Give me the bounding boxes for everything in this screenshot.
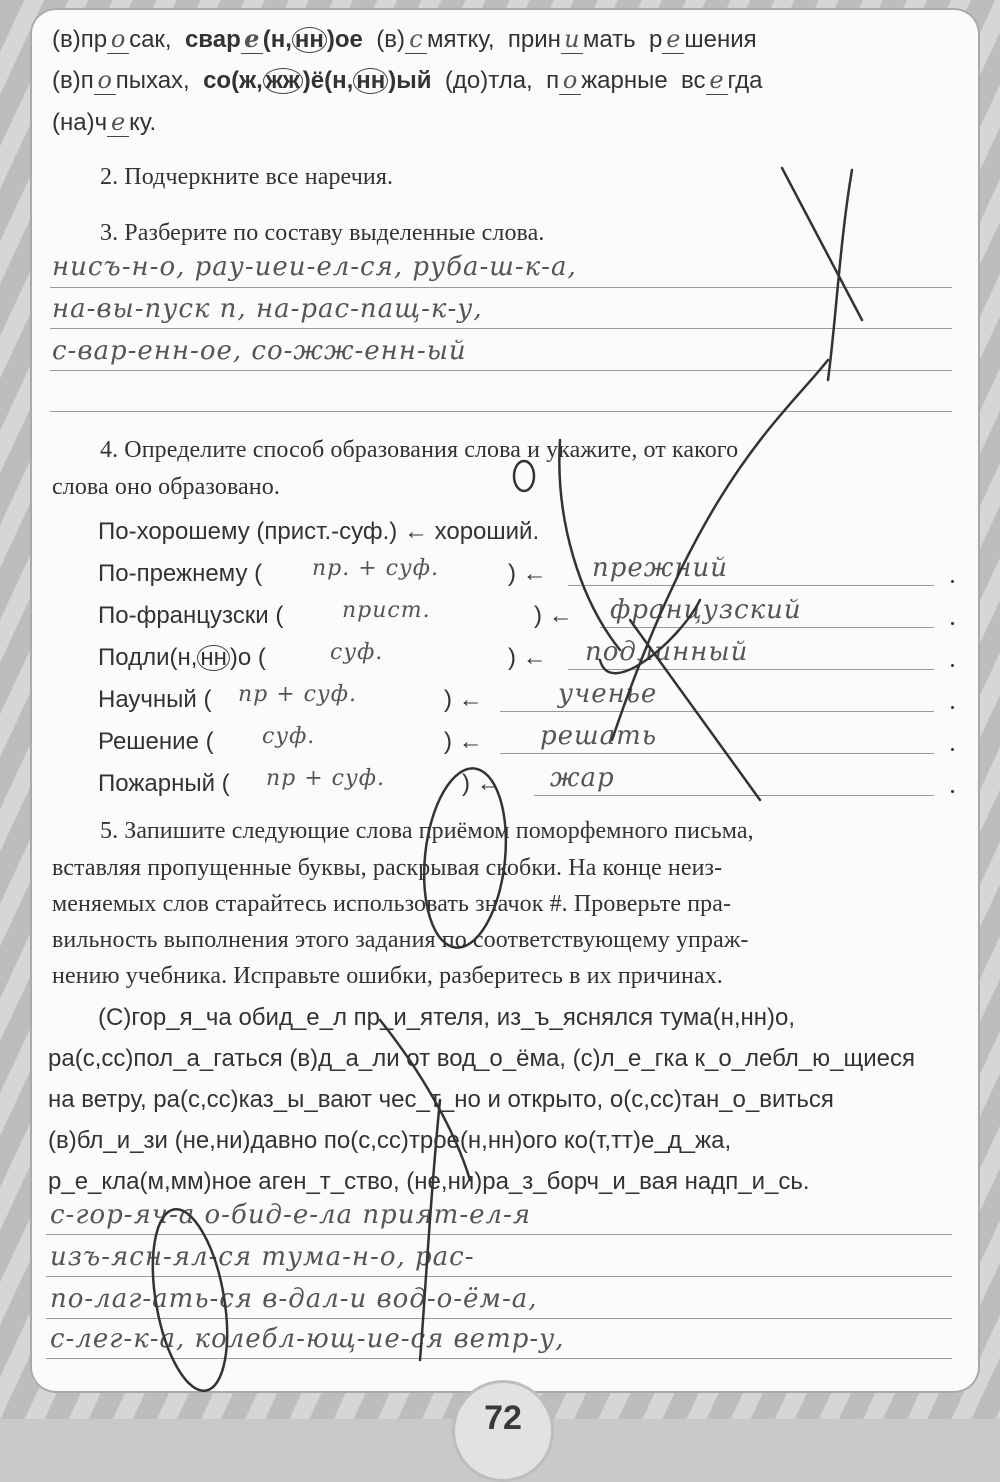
handwritten-method: прист. xyxy=(342,598,431,623)
handwritten-answer: нисъ-н-о, рау-иеи-ел-ся, руба-ш-к-а, xyxy=(52,252,577,282)
handwritten-source: прежний xyxy=(592,553,728,583)
exercise5-title-line: вильность выполнения этого задания по соответствующему упраж- xyxy=(52,927,749,953)
word: (до)тла, xyxy=(444,67,533,94)
writing-line xyxy=(50,411,952,412)
arrow-label: ) ← xyxy=(462,770,501,797)
handwritten-answer: с-лег-к-а, колебл-ющ-ие-ся ветр-у, xyxy=(50,1324,565,1354)
exercise4-title-line1: 4. Определите способ образования слова и укажите, от какого xyxy=(100,437,739,463)
page-number: 72 xyxy=(452,1380,554,1482)
filled-blank: о xyxy=(94,66,116,95)
period xyxy=(951,748,954,751)
writing-line xyxy=(46,1234,952,1235)
word: гда xyxy=(727,67,763,94)
writing-line xyxy=(50,370,952,371)
arrow-label: ) ← xyxy=(444,686,483,713)
circled-choice: жж xyxy=(263,68,303,94)
exercise4-row: Подли(н, нн )о ( xyxy=(98,644,266,671)
filled-blank: о xyxy=(559,66,581,95)
word: шения xyxy=(684,26,757,53)
exercise2-title: 2. Подчеркните все наречия. xyxy=(100,164,394,190)
handwritten-source: решать xyxy=(540,721,657,751)
circled-choice: нн xyxy=(292,27,327,53)
exercise5-title-line: 5. Запишите следующие слова приёмом поморфемного письма, xyxy=(100,818,754,844)
filled-blank: е xyxy=(706,66,728,95)
answer-line xyxy=(534,795,934,796)
answer-line xyxy=(500,711,934,712)
handwritten-source: подлинный xyxy=(585,637,749,667)
word: прин xyxy=(507,26,561,53)
writing-line xyxy=(50,287,952,288)
filled-blank: е xyxy=(241,24,263,54)
answer-line xyxy=(568,669,934,670)
word: сак, xyxy=(129,26,172,53)
period xyxy=(951,790,954,793)
exercise4-row: Научный ( xyxy=(98,686,212,713)
writing-line xyxy=(46,1358,952,1359)
handwritten-answer: с-гор-яч-а о-бид-е-ла прият-ел-я xyxy=(50,1200,532,1230)
handwritten-method: суф. xyxy=(330,640,384,665)
arrow-label: ) ← xyxy=(508,644,547,671)
period xyxy=(951,706,954,709)
word: (в)пр xyxy=(52,26,108,53)
arrow-label: ) ← xyxy=(508,560,547,587)
word: жарные xyxy=(581,67,668,94)
circled-choice: нн xyxy=(197,645,230,671)
word: п xyxy=(546,67,560,94)
word: р xyxy=(649,26,663,53)
period xyxy=(951,664,954,667)
exercise5-text-line: ра(с,сс)пол_а_гаться (в)д_а_ли от вод_о_ёма, (с)л_е_гка к_о_лебл_ю_щиеся xyxy=(48,1045,915,1072)
period xyxy=(951,580,954,583)
exercise4-example: По-хорошему (прист.-суф.) ← хороший. xyxy=(98,518,540,545)
word: (на)ч xyxy=(52,109,108,136)
word: ку. xyxy=(129,109,157,136)
filled-blank: е xyxy=(662,25,684,54)
word: вс xyxy=(681,67,706,94)
exercise5-title-line: вставляя пропущенные буквы, раскрывая скобки. На конце неиз- xyxy=(52,855,723,881)
word: (в) xyxy=(376,26,405,53)
handwritten-method: пр. + суф. xyxy=(312,556,439,581)
bold-word: со(ж, жж )ё(н, нн )ый xyxy=(203,67,432,94)
exercise1-line2 xyxy=(52,66,763,95)
handwritten-answer: изъ-ясн-ял-ся тума-н-о, рас- xyxy=(50,1242,475,1272)
exercise1-line3 xyxy=(52,108,156,137)
handwritten-source: ученье xyxy=(558,679,658,709)
word: мятку, xyxy=(426,26,495,53)
word: пыхах, xyxy=(115,67,190,94)
answer-line xyxy=(500,753,934,754)
exercise4-row: По-прежнему ( xyxy=(98,560,263,587)
exercise5-title-line: нению учебника. Исправьте ошибки, разберитесь в их причинах. xyxy=(52,963,723,989)
answer-line xyxy=(600,627,934,628)
writing-line xyxy=(46,1318,952,1319)
writing-line xyxy=(50,328,952,329)
filled-blank: и xyxy=(561,25,583,54)
arrow-label: ) ← xyxy=(534,602,573,629)
handwritten-answer: по-лаг-ать-ся в-дал-и вод-о-ём-а, xyxy=(50,1284,538,1314)
word: мать xyxy=(582,26,636,53)
handwritten-method: суф. xyxy=(262,724,316,749)
exercise4-title-line2: слова оно образовано. xyxy=(52,474,280,500)
exercise4-row: По-французски ( xyxy=(98,602,284,629)
exercise4-row: Решение ( xyxy=(98,728,214,755)
period xyxy=(951,622,954,625)
answer-line xyxy=(568,585,934,586)
exercise5-text-line: р_е_кла(м,мм)ное аген_т_ство, (не,ни)ра_з_борч_и_вая надп_и_сь. xyxy=(48,1168,810,1195)
handwritten-answer: с-вар-енн-ое, со-жж-енн-ый xyxy=(52,336,467,366)
exercise1-line1 xyxy=(52,24,757,54)
handwritten-source: французский xyxy=(610,595,802,625)
circled-choice: нн xyxy=(353,68,388,94)
filled-blank: с xyxy=(405,25,427,54)
exercise4-row: Пожарный ( xyxy=(98,770,230,797)
word: (в)п xyxy=(52,67,94,94)
handwritten-source: жар xyxy=(550,763,615,793)
writing-line xyxy=(46,1276,952,1277)
arrow-label: ) ← xyxy=(444,728,483,755)
bold-word: свар е (н, нн )ое xyxy=(184,24,363,53)
filled-blank: е xyxy=(107,108,129,137)
handwritten-method: пр + суф. xyxy=(266,766,385,791)
handwritten-method: пр + суф. xyxy=(238,682,357,707)
exercise5-text-line: (в)бл_и_зи (не,ни)давно по(с,сс)трое(н,нн)ого ко(т,тт)е_д_жа, xyxy=(48,1127,732,1154)
exercise3-title: 3. Разберите по составу выделенные слова. xyxy=(100,220,545,246)
handwritten-answer: на-вы-пуск п, на-рас-пащ-к-у, xyxy=(52,294,483,324)
exercise5-title-line: меняемых слов старайтесь использовать значок #. Проверьте пра- xyxy=(52,891,732,917)
exercise5-text-line: на ветру, ра(с,сс)каз_ы_вают чес_т_но и открыто, о(с,сс)тан_о_виться xyxy=(48,1086,834,1113)
filled-blank: о xyxy=(107,25,129,54)
exercise5-text-line: (С)гор_я_ча обид_е_л пр_и_ятеля, из_ъ_яснялся тума(н,нн)о, xyxy=(98,1004,796,1031)
